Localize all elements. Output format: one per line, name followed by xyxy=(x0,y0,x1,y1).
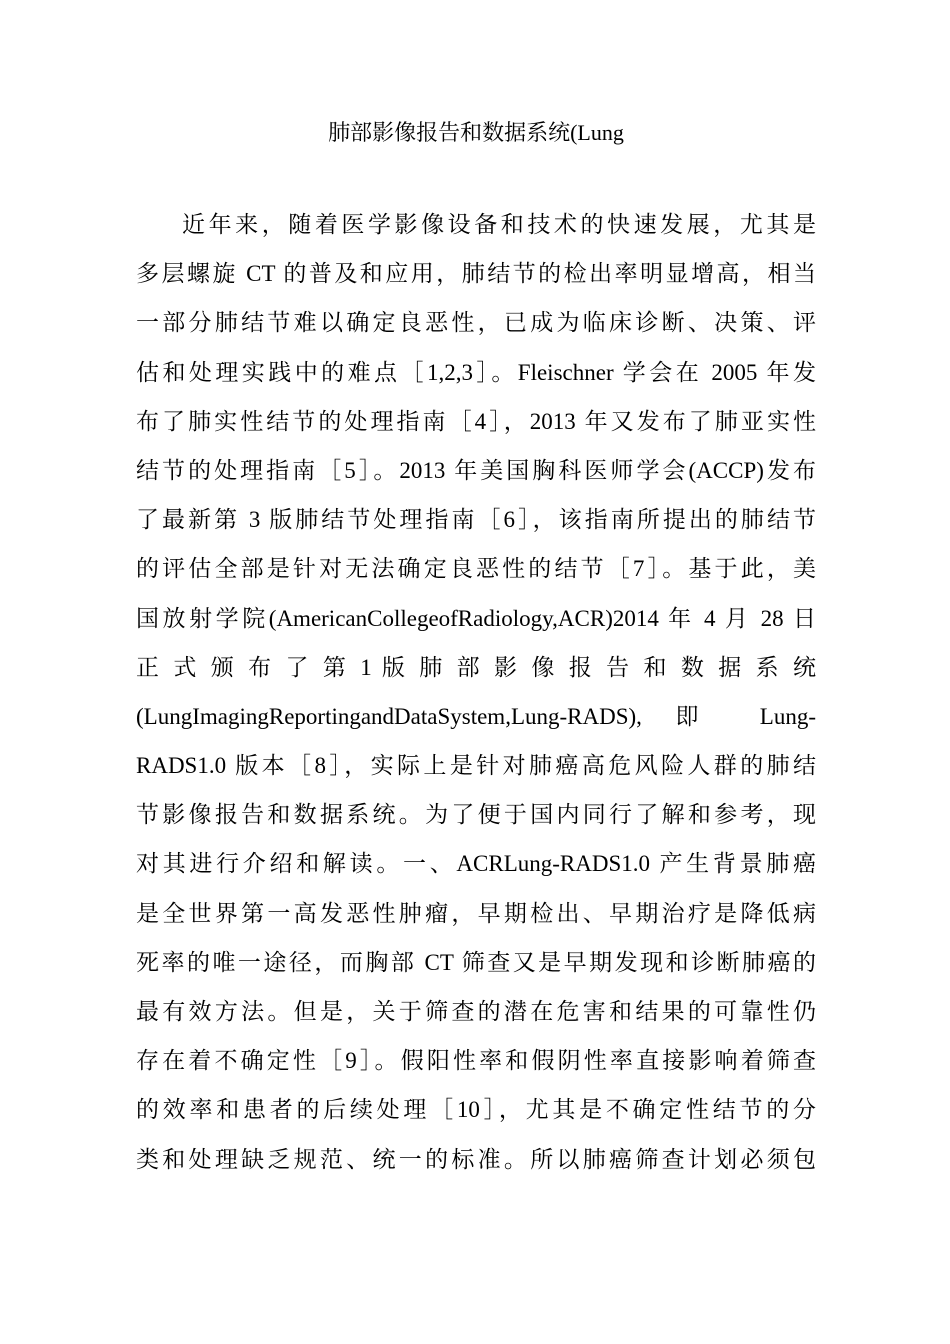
body-line: 国放射学院(AmericanCollegeofRadiology,ACR)2014 年 4 月 28 日 xyxy=(136,605,816,631)
body-line: 节影像报告和数据系统。为了便于国内同行了解和参考，现 xyxy=(136,802,816,828)
body-line: RADS1.0 版本［8］，实际上是针对肺癌高危风险人群的肺结 xyxy=(136,753,816,779)
body-line: 对其进行介绍和解读。一、ACRLung-RADS1.0 产生背景肺癌 xyxy=(136,851,816,877)
body-line: 最有效方法。但是，关于筛查的潜在危害和结果的可靠性仍 xyxy=(136,999,816,1024)
body-line: 正 式 颁 布 了 第 1 版 肺 部 影 像 报 告 和 数 据 系 统 xyxy=(136,654,816,680)
body-line: 估和处理实践中的难点［1,2,3］。Fleischner 学会在 2005 年发 xyxy=(136,359,816,385)
body-line: 一部分肺结节难以确定良恶性，已成为临床诊断、决策、评 xyxy=(136,310,816,336)
body-line: 的效率和患者的后续处理［10］，尤其是不确定性结节的分 xyxy=(136,1097,816,1123)
body-line: 的评估全部是针对无法确定良恶性的结节［7］。基于此，美 xyxy=(136,556,816,582)
body-line: 结节的处理指南［5］。2013 年美国胸科医师学会(ACCP)发布 xyxy=(136,457,816,483)
body-line: 多层螺旋 CT 的普及和应用，肺结节的检出率明显增高，相当 xyxy=(136,261,816,287)
body-line: 布了肺实性结节的处理指南［4］，2013 年又发布了肺亚实性 xyxy=(136,408,816,434)
body-line: (LungImagingReportingandDataSystem,Lung-RADS), 即 Lung- xyxy=(136,703,816,729)
body-line: 近年来，随着医学影像设备和技术的快速发展，尤其是 xyxy=(182,212,816,237)
body-line: 了最新第 3 版肺结节处理指南［6］，该指南所提出的肺结节 xyxy=(136,507,816,533)
document-title: 肺部影像报告和数据系统(Lung xyxy=(328,120,624,145)
document-body xyxy=(136,200,816,1184)
body-line: 类和处理缺乏规范、统一的标准。所以肺癌筛查计划必须包 xyxy=(136,1146,816,1172)
body-line: 存在着不确定性［9］。假阳性率和假阴性率直接影响着筛查 xyxy=(136,1048,816,1074)
body-line: 死率的唯一途径，而胸部 CT 筛查又是早期发现和诊断肺癌的 xyxy=(136,949,816,975)
body-line: 是全世界第一高发恶性肿瘤，早期检出、早期治疗是降低病 xyxy=(136,900,816,926)
